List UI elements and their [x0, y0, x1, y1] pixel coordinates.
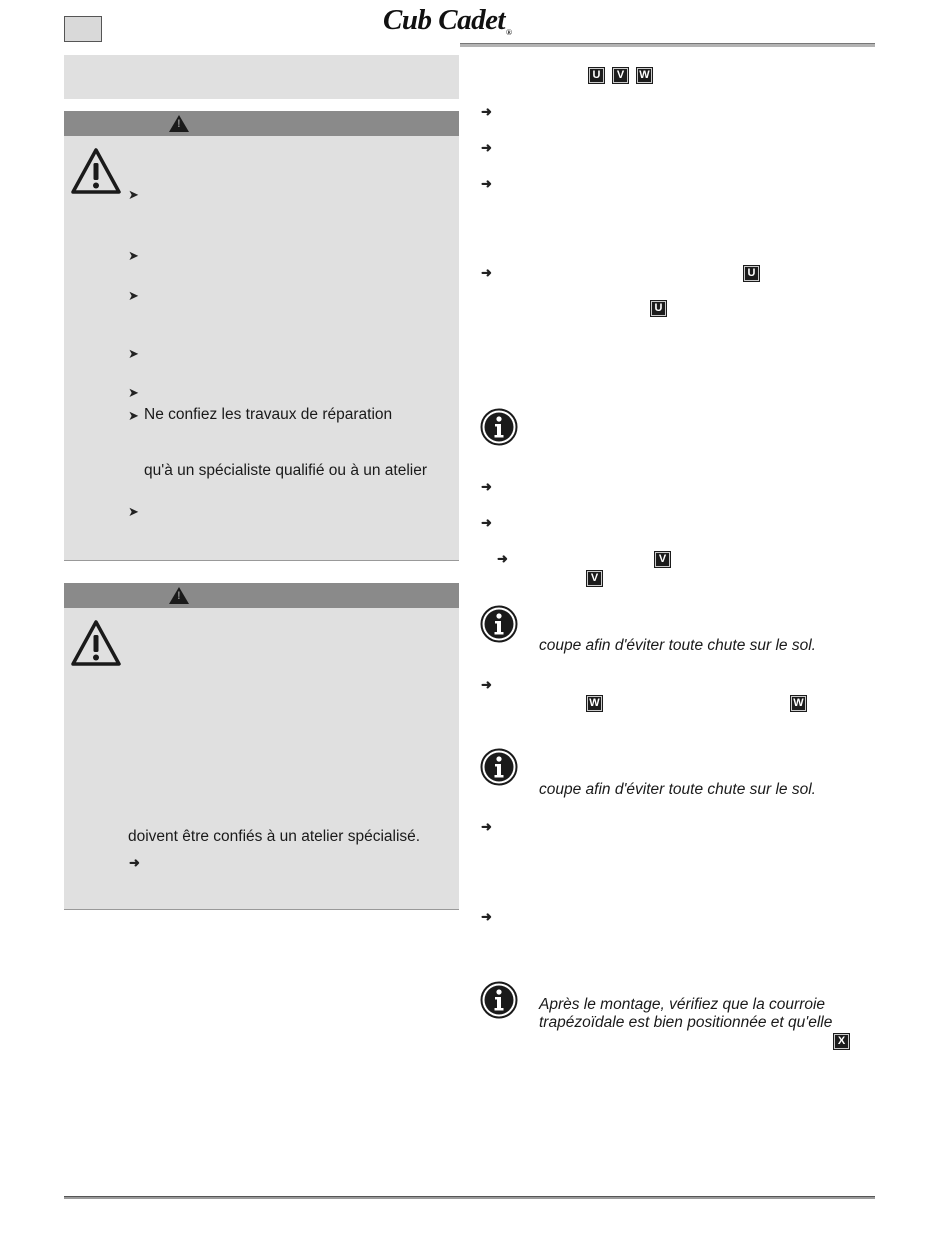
arrow-bullet-icon: ➜: [481, 515, 492, 530]
badge-x: X: [833, 1033, 850, 1050]
info-note-text: coupe afin d'éviter toute chute sur le sol.: [539, 637, 816, 654]
badge-v: V: [654, 551, 671, 568]
arrow-bullet-icon: ➜: [481, 819, 492, 834]
warning-bar: [64, 111, 459, 136]
arrow-bullet-icon: ➜: [481, 677, 492, 692]
warning-text: Ne confiez les travaux de réparation: [144, 406, 393, 423]
info-icon: [480, 981, 518, 1019]
section-header-box: [64, 55, 459, 99]
arrow-bullet-icon: ➜: [481, 909, 492, 924]
chevron-bullet-icon: ➤: [128, 385, 139, 400]
arrow-bullet-icon: ➜: [481, 104, 492, 119]
page-number-box: [64, 16, 102, 42]
warning-triangle-icon: [70, 619, 122, 667]
badge-u: U: [743, 265, 760, 282]
info-icon: [480, 408, 518, 446]
arrow-bullet-icon: ➜: [481, 176, 492, 191]
info-icon: [480, 605, 518, 643]
badge-v: V: [586, 570, 603, 587]
arrow-bullet-icon: ➜: [129, 855, 140, 870]
chevron-bullet-icon: ➤: [128, 187, 139, 202]
warning-box-1: [64, 111, 459, 561]
arrow-bullet-icon: ➜: [481, 265, 492, 280]
warning-small-icon: [169, 587, 189, 604]
info-note-text: coupe afin d'éviter toute chute sur le sol.: [539, 781, 816, 798]
badge-u: U: [588, 67, 605, 84]
badge-w: W: [636, 67, 653, 84]
info-note-text: Après le montage, vérifiez que la courroie: [539, 996, 826, 1013]
chevron-bullet-icon: ➤: [128, 504, 139, 519]
chevron-bullet-icon: ➤: [128, 288, 139, 303]
warning-triangle-icon: [70, 147, 122, 195]
arrow-bullet-icon: ➜: [497, 551, 508, 566]
warning-box-2: [64, 583, 459, 910]
warning-text: qu'à un spécialiste qualifié ou à un atelier: [144, 462, 428, 479]
chevron-bullet-icon: ➤: [128, 248, 139, 263]
info-note-text: trapézoïdale est bien positionnée et qu'elle: [539, 1014, 833, 1031]
arrow-bullet-icon: ➜: [481, 479, 492, 494]
header-rule: [460, 43, 875, 47]
badge-v: V: [612, 67, 629, 84]
badge-w: W: [790, 695, 807, 712]
warning-text: doivent être confiés à un atelier spécialisé.: [128, 828, 421, 845]
info-icon: [480, 748, 518, 786]
chevron-bullet-icon: ➤: [128, 408, 139, 423]
footer-rule: [64, 1196, 875, 1199]
badge-u: U: [650, 300, 667, 317]
warning-bar: [64, 583, 459, 608]
chevron-bullet-icon: ➤: [128, 346, 139, 361]
badge-w: W: [586, 695, 603, 712]
arrow-bullet-icon: ➜: [481, 140, 492, 155]
brand-logo: Cub Cadet®: [383, 4, 512, 37]
warning-small-icon: [169, 115, 189, 132]
